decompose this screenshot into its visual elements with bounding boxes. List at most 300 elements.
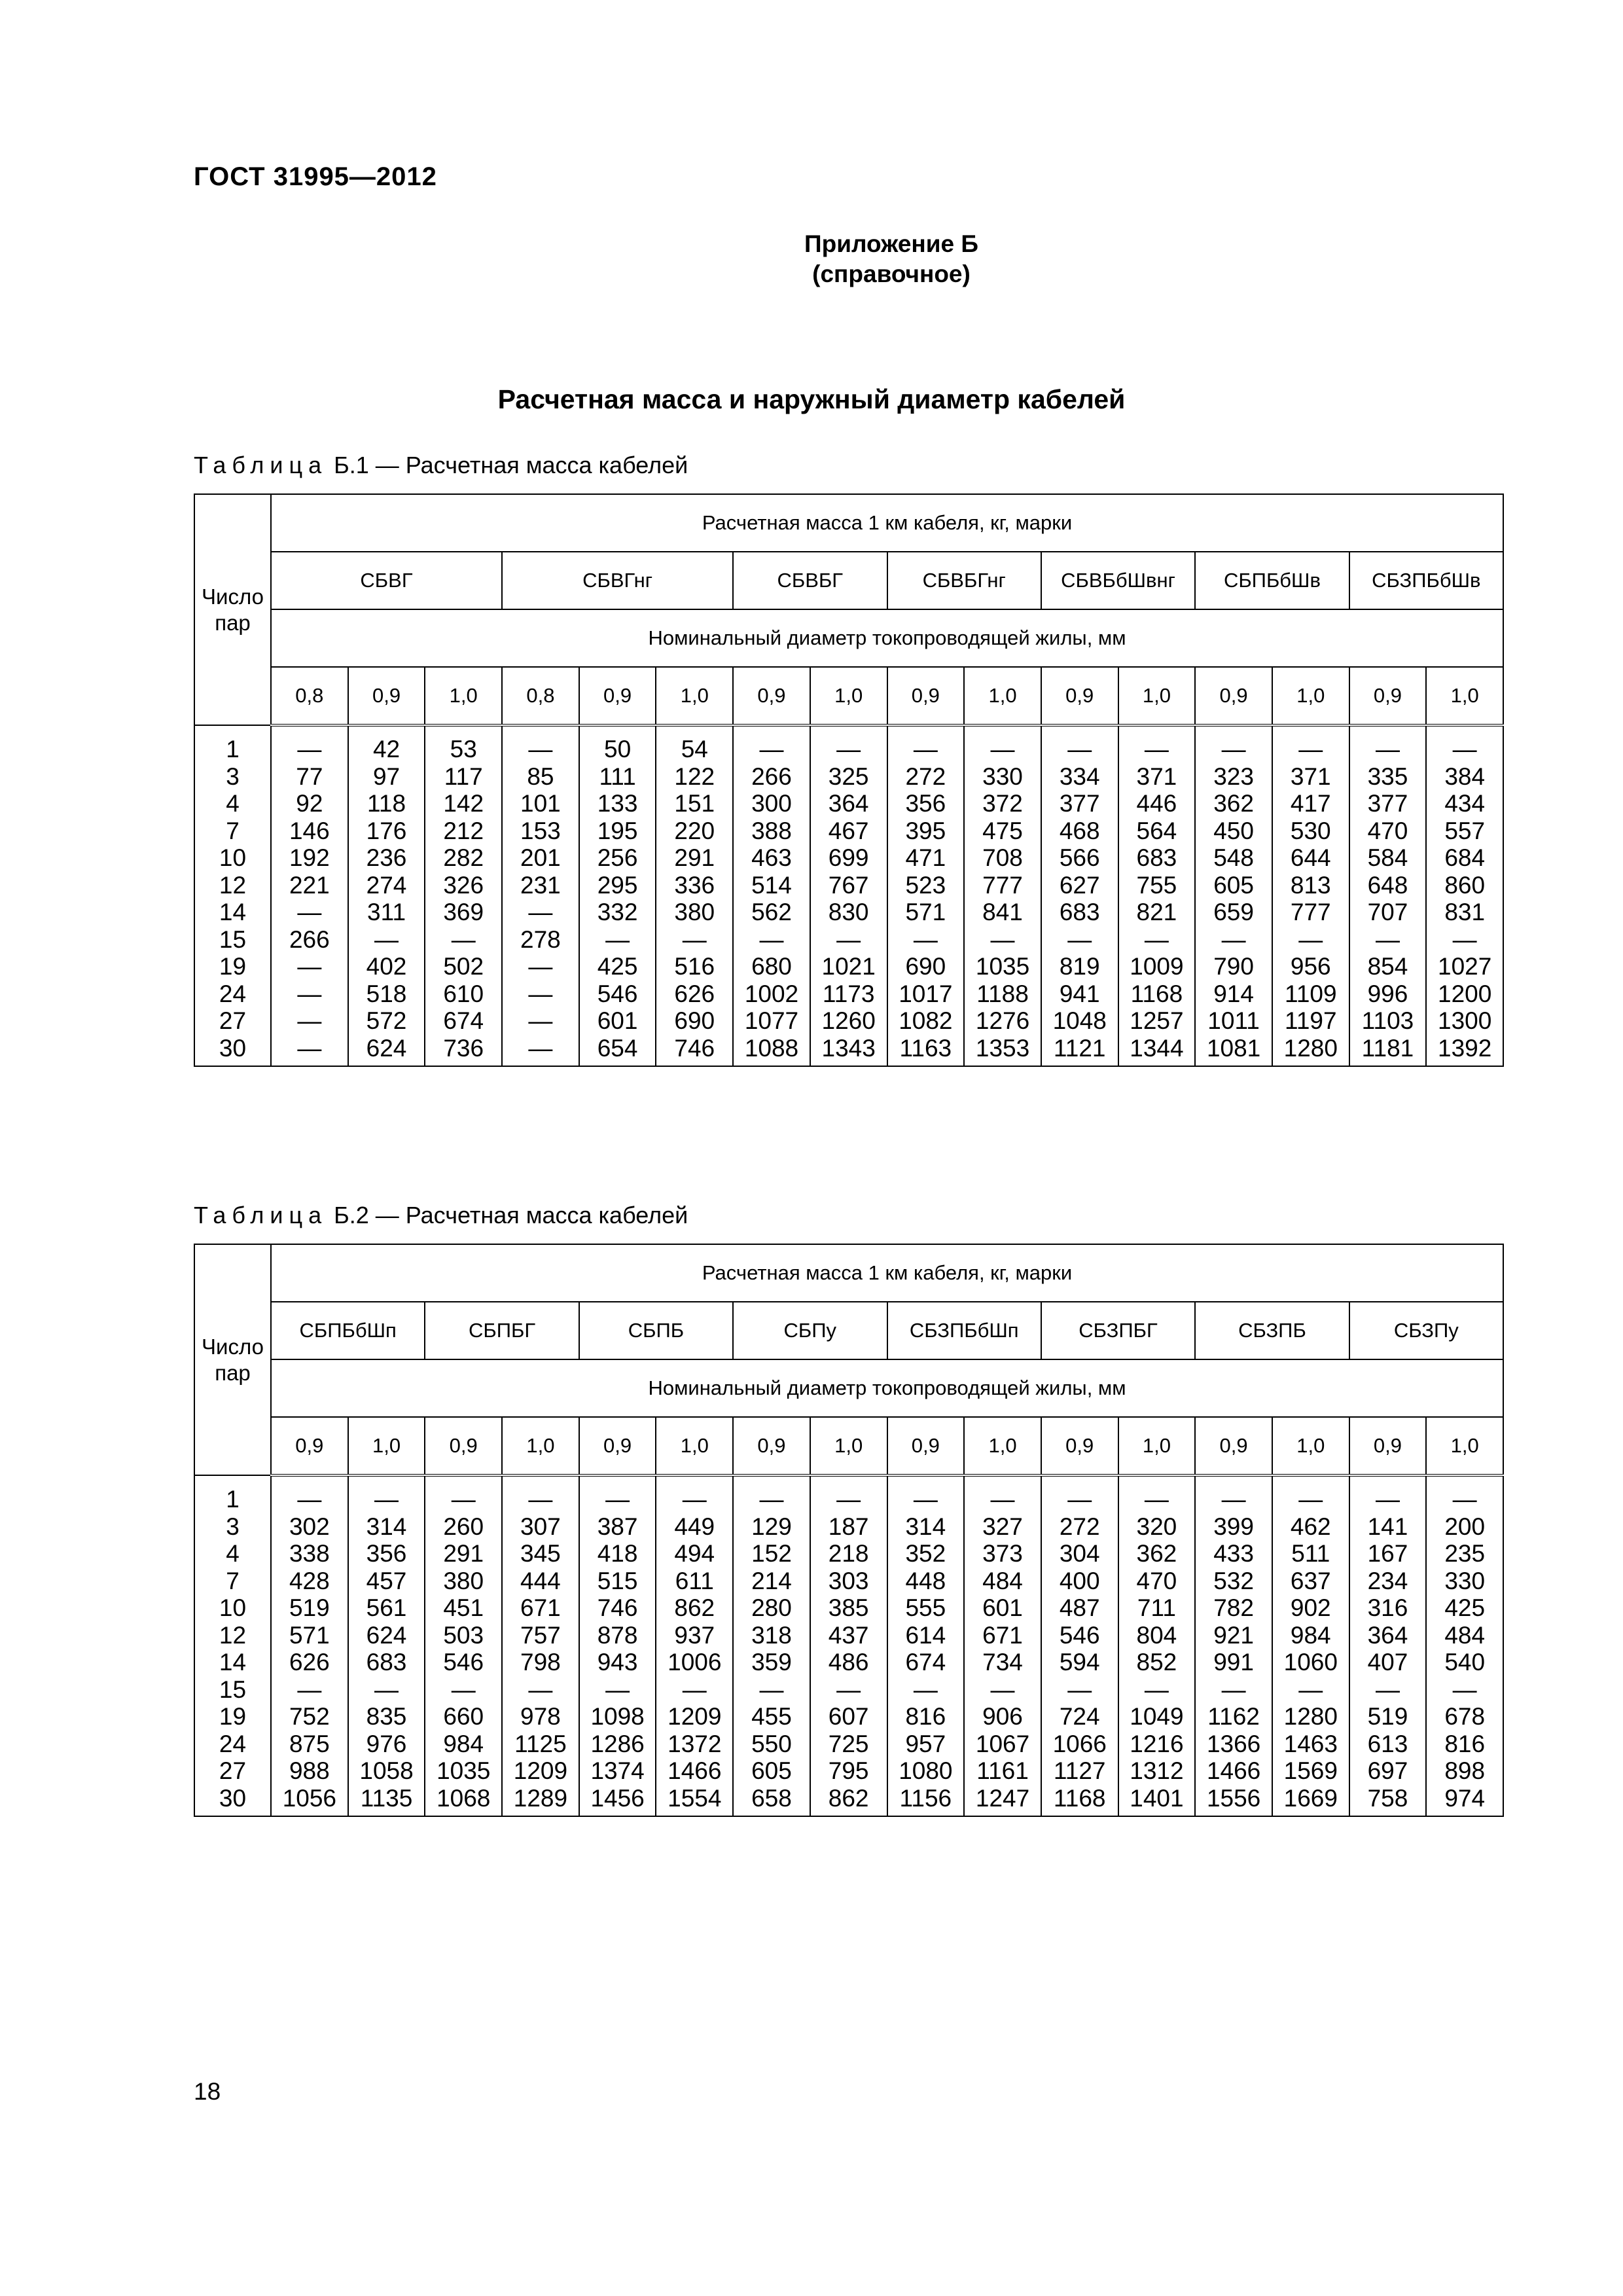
mass-value-cell: 437	[810, 1622, 887, 1649]
pair-count-cell: 4	[194, 790, 271, 817]
mass-value-cell: 974	[1426, 1785, 1503, 1817]
mass-value-cell: 699	[810, 844, 887, 872]
mass-value-cell: —	[348, 1475, 425, 1513]
mass-value-cell: 151	[656, 790, 733, 817]
mass-value-cell: 1035	[425, 1757, 502, 1785]
mass-value-cell: —	[579, 926, 656, 954]
mass-value-cell: 523	[887, 872, 965, 899]
mass-value-cell: 690	[887, 953, 965, 980]
mass-value-cell: 487	[1041, 1594, 1118, 1622]
diameter-value-cell: 0,8	[502, 667, 579, 725]
table-row	[194, 817, 1503, 845]
table-row	[194, 899, 1503, 926]
mass-value-cell: 201	[502, 844, 579, 872]
mass-value-cell: 601	[964, 1594, 1041, 1622]
mass-value-cell: 278	[502, 926, 579, 954]
mass-value-cell: 1372	[656, 1731, 733, 1758]
mass-value-cell: 122	[656, 763, 733, 791]
mass-value-cell: 758	[1349, 1785, 1427, 1817]
mass-value-cell: 572	[348, 1007, 425, 1035]
mass-value-cell: 511	[1272, 1540, 1349, 1568]
mass-value-cell: 1216	[1118, 1731, 1196, 1758]
mass-value-cell: 680	[733, 953, 810, 980]
mass-value-cell: 1048	[1041, 1007, 1118, 1035]
diameter-values-row	[194, 667, 1503, 725]
diameter-value-cell: 0,9	[348, 667, 425, 725]
mass-value-cell: —	[1349, 926, 1427, 954]
mass-value-cell: 1098	[579, 1703, 656, 1731]
mass-value-cell: 141	[1349, 1513, 1427, 1541]
mass-value-cell: 671	[502, 1594, 579, 1622]
mass-value-cell: 425	[579, 953, 656, 980]
mass-value-cell: 674	[887, 1649, 965, 1676]
mass-value-cell: 830	[810, 899, 887, 926]
table-row	[194, 980, 1503, 1008]
mass-value-cell: —	[271, 1007, 348, 1035]
table-row	[194, 1594, 1503, 1622]
mass-value-cell: 314	[348, 1513, 425, 1541]
mass-value-cell: 671	[964, 1622, 1041, 1649]
table-row	[194, 1649, 1503, 1676]
mass-value-cell: 484	[1426, 1622, 1503, 1649]
brand-header-row	[194, 1302, 1503, 1359]
mass-value-cell: 92	[271, 790, 348, 817]
table-row	[194, 1568, 1503, 1595]
mass-value-cell: 852	[1118, 1649, 1196, 1676]
table-row	[194, 1731, 1503, 1758]
brand-header-cell: СБВБбШвнг	[1041, 552, 1195, 609]
mass-value-cell: 1068	[425, 1785, 502, 1817]
diameter-value-cell: 1,0	[964, 667, 1041, 725]
diameter-value-cell: 1,0	[502, 1417, 579, 1475]
mass-value-cell: 550	[733, 1731, 810, 1758]
mass-value-cell: 471	[887, 844, 965, 872]
mass-value-cell: —	[425, 1475, 502, 1513]
mass-value-cell: —	[1426, 1676, 1503, 1704]
mass-value-cell: 1082	[887, 1007, 965, 1035]
mass-value-cell: 1109	[1272, 980, 1349, 1008]
mass-value-cell: 519	[271, 1594, 348, 1622]
mass-value-cell: 1027	[1426, 953, 1503, 980]
mass-value-cell: 519	[1349, 1703, 1427, 1731]
mass-value-cell: 475	[964, 817, 1041, 845]
mass-value-cell: 813	[1272, 872, 1349, 899]
table-row	[194, 1676, 1503, 1704]
mass-value-cell: 605	[1195, 872, 1272, 899]
table-body	[194, 725, 1503, 1066]
table-row	[194, 1540, 1503, 1568]
mass-value-cell: 364	[1349, 1622, 1427, 1649]
mass-value-cell: 659	[1195, 899, 1272, 926]
appendix-heading	[0, 229, 1623, 289]
mass-value-cell: 338	[271, 1540, 348, 1568]
mass-value-cell: 304	[1041, 1540, 1118, 1568]
mass-value-cell: 311	[348, 899, 425, 926]
mass-value-cell: 831	[1426, 899, 1503, 926]
group-header-row	[194, 1244, 1503, 1302]
mass-value-cell: 291	[425, 1540, 502, 1568]
mass-value-cell: 1162	[1195, 1703, 1272, 1731]
mass-value-cell: 388	[733, 817, 810, 845]
mass-value-cell: 514	[733, 872, 810, 899]
diameter-value-cell: 0,9	[1041, 1417, 1118, 1475]
mass-value-cell: 332	[579, 899, 656, 926]
pair-count-cell: 4	[194, 1540, 271, 1568]
mass-value-cell: 566	[1041, 844, 1118, 872]
mass-value-cell: 571	[887, 899, 965, 926]
mass-value-cell: 1569	[1272, 1757, 1349, 1785]
mass-value-cell: 303	[810, 1568, 887, 1595]
mass-value-cell: 434	[1426, 790, 1503, 817]
mass-value-cell: 1276	[964, 1007, 1041, 1035]
diameter-value-cell: 0,9	[579, 667, 656, 725]
brand-header-cell: СБПБбШв	[1195, 552, 1349, 609]
row-header-cell: Число пар	[194, 1244, 271, 1475]
mass-value-cell: 425	[1426, 1594, 1503, 1622]
table2-caption-prefix: Таблица	[194, 1202, 328, 1229]
pair-count-cell: 1	[194, 1475, 271, 1513]
brand-header-cell: СБЗПБбШп	[887, 1302, 1041, 1359]
brand-header-cell: СБВБГнг	[887, 552, 1041, 609]
diameter-value-cell: 1,0	[1118, 667, 1196, 725]
mass-value-cell: 757	[502, 1622, 579, 1649]
mass-value-cell: 1456	[579, 1785, 656, 1817]
mass-value-cell: 1181	[1349, 1035, 1427, 1067]
mass-value-cell: —	[1041, 1676, 1118, 1704]
mass-value-cell: —	[1272, 725, 1349, 763]
mass-value-cell: 1247	[964, 1785, 1041, 1817]
mass-value-cell: 118	[348, 790, 425, 817]
mass-value-cell: —	[810, 725, 887, 763]
mass-value-cell: 654	[579, 1035, 656, 1067]
mass-value-cell: —	[425, 1676, 502, 1704]
group-header-row	[194, 494, 1503, 552]
pair-count-cell: 15	[194, 1676, 271, 1704]
mass-value-cell: 626	[271, 1649, 348, 1676]
mass-value-cell: 345	[502, 1540, 579, 1568]
mass-value-cell: —	[1426, 1475, 1503, 1513]
mass-value-cell: 860	[1426, 872, 1503, 899]
mass-value-cell: 611	[656, 1568, 733, 1595]
mass-value-cell: —	[1195, 926, 1272, 954]
pair-count-cell: 24	[194, 980, 271, 1008]
mass-value-cell: 314	[887, 1513, 965, 1541]
mass-value-cell: 369	[425, 899, 502, 926]
diameter-value-cell: 1,0	[810, 667, 887, 725]
mass-value-cell: 221	[271, 872, 348, 899]
mass-value-cell: —	[1041, 1475, 1118, 1513]
table-row	[194, 790, 1503, 817]
mass-value-cell: 455	[733, 1703, 810, 1731]
mass-value-cell: 359	[733, 1649, 810, 1676]
mass-value-cell: 295	[579, 872, 656, 899]
mass-value-cell: 463	[733, 844, 810, 872]
mass-value-cell: 777	[964, 872, 1041, 899]
mass-value-cell: 450	[1195, 817, 1272, 845]
mass-value-cell: 1056	[271, 1785, 348, 1817]
mass-value-cell: 660	[425, 1703, 502, 1731]
mass-value-cell: 1135	[348, 1785, 425, 1817]
table-row	[194, 1757, 1503, 1785]
diameter-value-cell: 0,9	[425, 1417, 502, 1475]
mass-value-cell: —	[1118, 1475, 1196, 1513]
diameter-value-cell: 1,0	[348, 1417, 425, 1475]
mass-value-cell: 518	[348, 980, 425, 1008]
mass-value-cell: 898	[1426, 1757, 1503, 1785]
mass-value-cell: 1121	[1041, 1035, 1118, 1067]
mass-value-cell: —	[1195, 725, 1272, 763]
mass-value-cell: 648	[1349, 872, 1427, 899]
mass-value-cell: —	[271, 899, 348, 926]
mass-value-cell: 335	[1349, 763, 1427, 791]
mass-value-cell: 457	[348, 1568, 425, 1595]
mass-value-cell: 941	[1041, 980, 1118, 1008]
mass-value-cell: 444	[502, 1568, 579, 1595]
mass-value-cell: —	[271, 980, 348, 1008]
mass-value-cell: 1049	[1118, 1703, 1196, 1731]
mass-value-cell: —	[810, 1676, 887, 1704]
mass-value-cell: 937	[656, 1622, 733, 1649]
diameter-value-cell: 1,0	[425, 667, 502, 725]
mass-value-cell: —	[1041, 926, 1118, 954]
mass-value-cell: 274	[348, 872, 425, 899]
mass-value-cell: 540	[1426, 1649, 1503, 1676]
page-title-text: Расчетная масса и наружный диаметр кабелей	[497, 384, 1126, 414]
mass-value-cell: 644	[1272, 844, 1349, 872]
table-row	[194, 725, 1503, 763]
mass-value-cell: 462	[1272, 1513, 1349, 1541]
table1-caption-prefix: Таблица	[194, 452, 328, 478]
table-row	[194, 1703, 1503, 1731]
mass-value-cell: 804	[1118, 1622, 1196, 1649]
mass-value-cell: 220	[656, 817, 733, 845]
mass-value-cell: 902	[1272, 1594, 1349, 1622]
mass-value-cell: —	[502, 953, 579, 980]
mass-value-cell: 234	[1349, 1568, 1427, 1595]
mass-value-cell: 302	[271, 1513, 348, 1541]
mass-value-cell: 777	[1272, 899, 1349, 926]
table-row	[194, 1513, 1503, 1541]
table-row	[194, 1007, 1503, 1035]
mass-value-cell: 494	[656, 1540, 733, 1568]
mass-value-cell: 921	[1195, 1622, 1272, 1649]
mass-value-cell: 984	[425, 1731, 502, 1758]
mass-value-cell: 546	[579, 980, 656, 1008]
mass-table-2	[194, 1244, 1504, 1817]
mass-value-cell: 117	[425, 763, 502, 791]
mass-value-cell: —	[271, 1035, 348, 1067]
mass-value-cell: 356	[887, 790, 965, 817]
mass-value-cell: 42	[348, 725, 425, 763]
diameter-value-cell: 1,0	[1272, 667, 1349, 725]
mass-value-cell: 878	[579, 1622, 656, 1649]
mass-value-cell: —	[502, 980, 579, 1008]
mass-value-cell: 724	[1041, 1703, 1118, 1731]
mass-value-cell: 584	[1349, 844, 1427, 872]
mass-value-cell: —	[1349, 725, 1427, 763]
mass-value-cell: 746	[656, 1035, 733, 1067]
pair-count-cell: 27	[194, 1007, 271, 1035]
row-header-cell: Число пар	[194, 494, 271, 725]
diameter-value-cell: 0,9	[887, 1417, 965, 1475]
mass-value-cell: —	[502, 1676, 579, 1704]
mass-value-cell: 371	[1118, 763, 1196, 791]
mass-value-cell: —	[502, 899, 579, 926]
mass-value-cell: 266	[733, 763, 810, 791]
mass-value-cell: 515	[579, 1568, 656, 1595]
mass-value-cell: 752	[271, 1703, 348, 1731]
diameter-value-cell: 0,9	[1349, 667, 1427, 725]
mass-value-cell: 1127	[1041, 1757, 1118, 1785]
diameter-value-cell: 0,9	[1195, 1417, 1272, 1475]
mass-value-cell: 387	[579, 1513, 656, 1541]
mass-value-cell: 316	[1349, 1594, 1427, 1622]
mass-value-cell: 697	[1349, 1757, 1427, 1785]
mass-value-cell: 956	[1272, 953, 1349, 980]
pair-count-cell: 30	[194, 1035, 271, 1067]
mass-value-cell: 943	[579, 1649, 656, 1676]
mass-value-cell: 557	[1426, 817, 1503, 845]
mass-value-cell: —	[502, 1475, 579, 1513]
mass-value-cell: —	[348, 1676, 425, 1704]
mass-value-cell: 384	[1426, 763, 1503, 791]
mass-value-cell: 674	[425, 1007, 502, 1035]
mass-value-cell: 451	[425, 1594, 502, 1622]
mass-value-cell: 707	[1349, 899, 1427, 926]
mass-value-cell: 1300	[1426, 1007, 1503, 1035]
mass-value-cell: 50	[579, 725, 656, 763]
mass-value-cell: —	[1349, 1475, 1427, 1513]
mass-value-cell: —	[887, 725, 965, 763]
brand-header-cell: СБПБГ	[425, 1302, 579, 1359]
mass-value-cell: 1017	[887, 980, 965, 1008]
mass-value-cell: 798	[502, 1649, 579, 1676]
mass-value-cell: 448	[887, 1568, 965, 1595]
mass-value-cell: —	[271, 1676, 348, 1704]
mass-value-cell: 1080	[887, 1757, 965, 1785]
mass-value-cell: 334	[1041, 763, 1118, 791]
mass-value-cell: 336	[656, 872, 733, 899]
mass-value-cell: 991	[1195, 1649, 1272, 1676]
mass-value-cell: 906	[964, 1703, 1041, 1731]
mass-value-cell: 467	[810, 817, 887, 845]
mass-value-cell: 624	[348, 1035, 425, 1067]
diameter-value-cell: 1,0	[656, 667, 733, 725]
mass-value-cell: 1168	[1041, 1785, 1118, 1817]
mass-value-cell: 142	[425, 790, 502, 817]
mass-value-cell: 1556	[1195, 1785, 1272, 1817]
mass-value-cell: 841	[964, 899, 1041, 926]
mass-value-cell: 546	[425, 1649, 502, 1676]
mass-value-cell: 1286	[579, 1731, 656, 1758]
mass-value-cell: 790	[1195, 953, 1272, 980]
mass-value-cell: 548	[1195, 844, 1272, 872]
mass-value-cell: 1401	[1118, 1785, 1196, 1817]
mass-value-cell: 530	[1272, 817, 1349, 845]
mass-value-cell: 362	[1195, 790, 1272, 817]
diameter-header-cell: Номинальный диаметр токопроводящей жилы, мм	[271, 1359, 1503, 1417]
mass-value-cell: 516	[656, 953, 733, 980]
table2-caption-rest: Б.2 — Расчетная масса кабелей	[327, 1202, 688, 1229]
mass-value-cell: 433	[1195, 1540, 1272, 1568]
mass-value-cell: 129	[733, 1513, 810, 1541]
pair-count-cell: 27	[194, 1757, 271, 1785]
mass-value-cell: —	[887, 1676, 965, 1704]
brand-header-cell: СБПБ	[579, 1302, 733, 1359]
mass-value-cell: 614	[887, 1622, 965, 1649]
mass-value-cell: 330	[964, 763, 1041, 791]
table-row	[194, 1035, 1503, 1067]
mass-value-cell: 571	[271, 1622, 348, 1649]
mass-value-cell: —	[656, 1475, 733, 1513]
brand-header-cell: СБВБГ	[733, 552, 887, 609]
mass-value-cell: 417	[1272, 790, 1349, 817]
mass-value-cell: 402	[348, 953, 425, 980]
mass-value-cell: 356	[348, 1540, 425, 1568]
mass-value-cell: 1289	[502, 1785, 579, 1817]
mass-value-cell: 152	[733, 1540, 810, 1568]
mass-value-cell: 996	[1349, 980, 1427, 1008]
mass-value-cell: 605	[733, 1757, 810, 1785]
table-row	[194, 1622, 1503, 1649]
mass-value-cell: 187	[810, 1513, 887, 1541]
page-number: 18	[194, 2078, 221, 2105]
mass-value-cell: —	[1272, 926, 1349, 954]
mass-value-cell: 235	[1426, 1540, 1503, 1568]
diameter-value-cell: 1,0	[1426, 1417, 1503, 1475]
brand-header-cell: СБПу	[733, 1302, 887, 1359]
pair-count-cell: 7	[194, 1568, 271, 1595]
mass-value-cell: 503	[425, 1622, 502, 1649]
mass-value-cell: 371	[1272, 763, 1349, 791]
brand-header-cell: СБВГ	[271, 552, 502, 609]
mass-value-cell: 418	[579, 1540, 656, 1568]
mass-value-cell: 782	[1195, 1594, 1272, 1622]
mass-value-cell: 300	[733, 790, 810, 817]
appendix-subtitle: (справочное)	[812, 260, 971, 287]
mass-value-cell: —	[964, 1475, 1041, 1513]
mass-value-cell: 449	[656, 1513, 733, 1541]
mass-value-cell: 307	[502, 1513, 579, 1541]
pair-count-cell: 10	[194, 1594, 271, 1622]
mass-value-cell: 377	[1041, 790, 1118, 817]
mass-value-cell: 327	[964, 1513, 1041, 1541]
mass-value-cell: —	[964, 725, 1041, 763]
mass-value-cell: 613	[1349, 1731, 1427, 1758]
mass-value-cell: —	[579, 1676, 656, 1704]
mass-value-cell: 291	[656, 844, 733, 872]
diameter-value-cell: 0,9	[1195, 667, 1272, 725]
pair-count-cell: 3	[194, 763, 271, 791]
mass-value-cell: —	[1195, 1676, 1272, 1704]
mass-value-cell: —	[656, 1676, 733, 1704]
diameter-value-cell: 0,9	[887, 667, 965, 725]
diameter-value-cell: 1,0	[1272, 1417, 1349, 1475]
mass-value-cell: 470	[1349, 817, 1427, 845]
mass-value-cell: —	[733, 725, 810, 763]
mass-value-cell: 326	[425, 872, 502, 899]
mass-value-cell: 683	[1041, 899, 1118, 926]
mass-value-cell: 601	[579, 1007, 656, 1035]
mass-value-cell: 1312	[1118, 1757, 1196, 1785]
mass-value-cell: 395	[887, 817, 965, 845]
mass-value-cell: 486	[810, 1649, 887, 1676]
mass-value-cell: 1188	[964, 980, 1041, 1008]
mass-value-cell: 914	[1195, 980, 1272, 1008]
mass-value-cell: 1463	[1272, 1731, 1349, 1758]
mass-value-cell: 1066	[1041, 1731, 1118, 1758]
mass-value-cell: 323	[1195, 763, 1272, 791]
